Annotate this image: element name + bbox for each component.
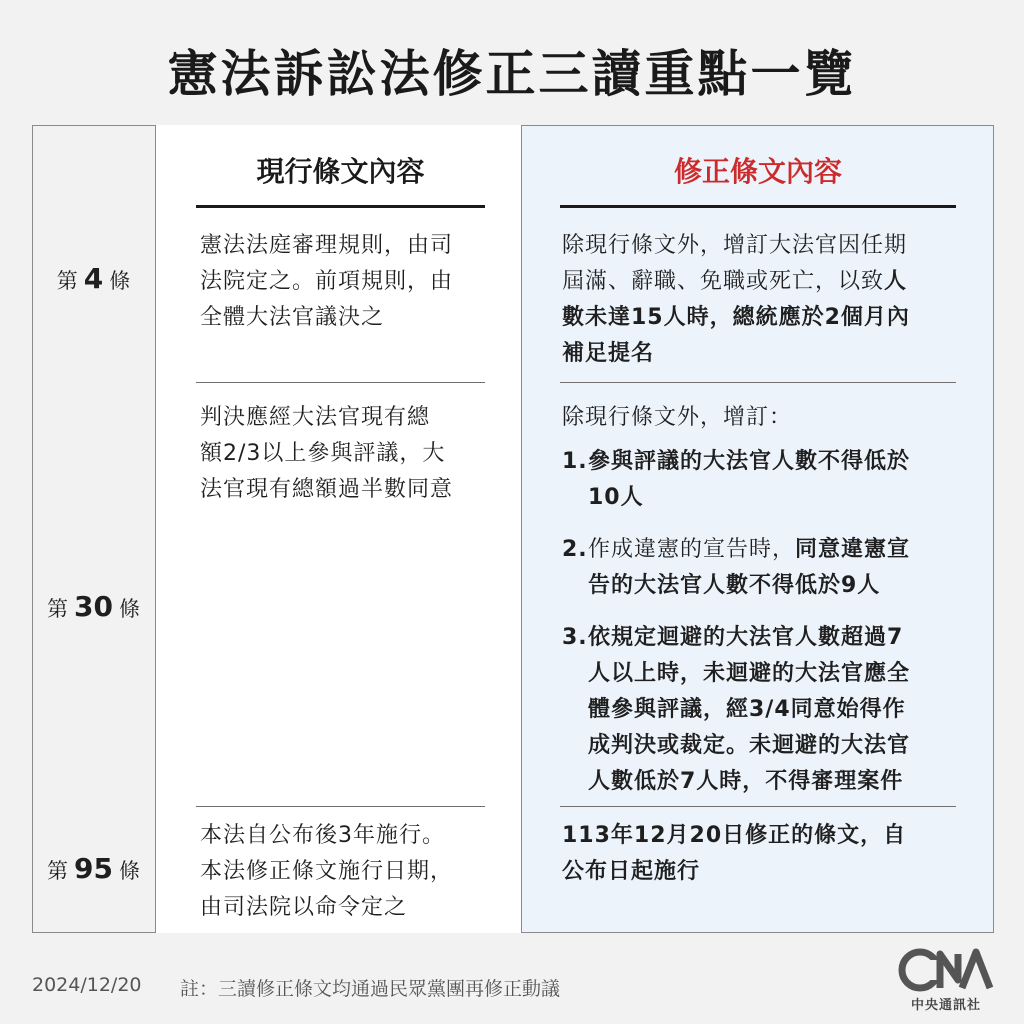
- revised-intro-article-30: 除現行條文外，增訂：: [562, 405, 793, 430]
- article-label-30: 第 30 條: [47, 590, 140, 623]
- current-text-article-30: 判決應經大法官現有總 額2/3以上參與評議，大 法官現有總額過半數同意: [200, 405, 454, 502]
- current-text-article-4: 憲法法庭審理規則，由司 法院定之。前項規則，由 全體大法官議決之: [200, 233, 454, 330]
- list-item: 3. 依規定迴避的大法官人數超過7 人以上時，未迴避的大法官應全 體參與評議，經3/4同意始得作 成判決或裁定。未迴避的大法官 人數低於7人時，不得審理案件: [562, 625, 911, 794]
- revised-header: 修正條文內容: [673, 155, 842, 188]
- article-label-4: 第 4 條: [56, 262, 131, 295]
- row-divider: [560, 382, 956, 383]
- current-text-article-95: 本法自公布後3年施行。 本法修正條文施行日期， 由司法院以命令定之: [200, 823, 454, 920]
- revised-text-article-95: 113年12月20日修正的條文，自 公布日起施行: [562, 823, 907, 884]
- list-item: 2. 作成違憲的宣告時，同意違憲宣 告的大法官人數不得低於9人: [562, 537, 911, 598]
- page-title: 憲法訴訟法修正三讀重點一覽: [167, 45, 857, 103]
- revised-text-article-4: 除現行條文外，增訂大法官因任期 屆滿、辭職、免職或死亡，以致人 數未達15人時，總統應於2個月內 補足提名: [562, 233, 910, 366]
- current-header: 現行條文內容: [256, 155, 425, 188]
- row-divider: [196, 806, 485, 807]
- row-divider: [560, 806, 956, 807]
- row-divider: [196, 382, 485, 383]
- logo-text: 中央通訊社: [910, 998, 981, 1013]
- publish-date: 2024/12/20: [32, 974, 142, 996]
- article-label-95: 第 95 條: [47, 852, 140, 885]
- footnote: 註：三讀修正條文均通過民眾黨團再修正動議: [180, 978, 561, 1000]
- revised-header-rule: [560, 205, 956, 208]
- list-item: 1. 參與評議的大法官人數不得低於 10人: [562, 449, 911, 510]
- current-header-rule: [196, 205, 485, 208]
